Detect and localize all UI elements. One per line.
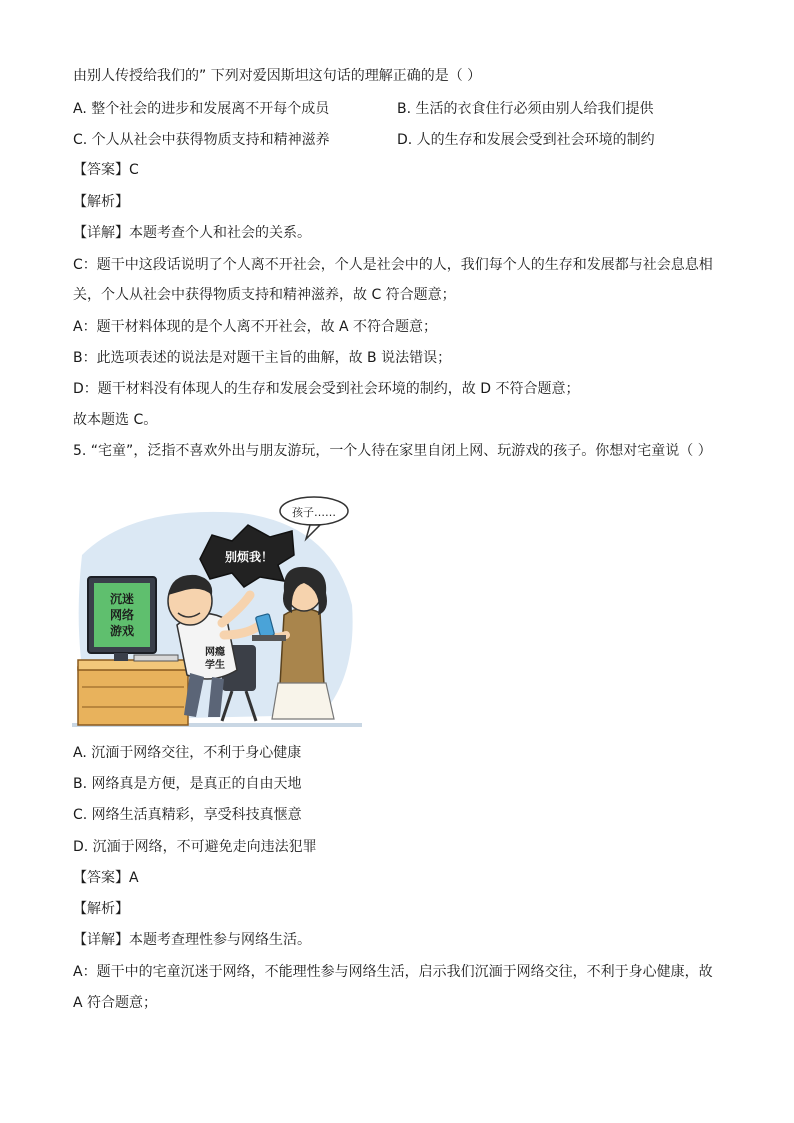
q5-detail-line: A 符合题意； bbox=[73, 995, 158, 1011]
q5-option-d: D. 沉湎于网络，不可避免走向违法犯罪 bbox=[73, 839, 317, 855]
q4-detail-line: 故本题选 C。 bbox=[73, 412, 158, 428]
q4-detail-line: A：题干材料体现的是个人离不开社会，故 A 不符合题意； bbox=[73, 319, 438, 335]
q5-detail bbox=[73, 931, 311, 949]
q4-option-d: D. 人的生存和发展会受到社会环境的制约 bbox=[397, 132, 655, 148]
detail-intro: 本题考查理性参与网络生活。 bbox=[129, 932, 311, 948]
q4-option-c: C. 个人从社会中获得物质支持和精神滋养 bbox=[73, 132, 330, 148]
q4-detail-line: C：题干中这段话说明了个人离不开社会，个人是社会中的人，我们每个人的生存和发展都与社会息息相 bbox=[73, 257, 713, 273]
q5-answer bbox=[73, 869, 139, 887]
shirt-text-line: 网瘾 bbox=[205, 647, 225, 658]
shirt-text-line: 学生 bbox=[205, 660, 225, 671]
q4-analysis-tag: 【解析】 bbox=[73, 194, 129, 210]
answer-tag: 【答案】 bbox=[73, 162, 129, 178]
cartoon-svg bbox=[72, 495, 362, 733]
screen-text-line: 沉迷 bbox=[109, 592, 135, 606]
answer-value: C bbox=[129, 162, 139, 178]
q4-detail-line: 关，个人从社会中获得物质支持和精神滋养，故 C 符合题意； bbox=[73, 287, 456, 303]
q4-detail bbox=[73, 224, 311, 242]
q5-detail-line: A：题干中的宅童沉迷于网络，不能理性参与网络生活，启示我们沉湎于网络交往，不利于身心健康，故 bbox=[73, 964, 713, 980]
bubble-boy-text: 别烦我！ bbox=[224, 550, 274, 564]
detail-tag: 【详解】 bbox=[73, 225, 129, 241]
q4-detail-line: B：此选项表述的说法是对题干主旨的曲解，故 B 说法错误； bbox=[73, 350, 452, 366]
q4-option-a: A. 整个社会的进步和发展离不开每个成员 bbox=[73, 101, 330, 117]
q5-option-a: A. 沉湎于网络交往，不利于身心健康 bbox=[73, 745, 302, 761]
cartoon-illustration bbox=[72, 495, 362, 733]
q4-detail-line: D：题干材料没有体现人的生存和发展会受到社会环境的制约，故 D 不符合题意； bbox=[73, 381, 580, 397]
q5-stem: 5. “宅童”，泛指不喜欢外出与朋友游玩，一个人待在家里自闭上网、玩游戏的孩子。你想对宅童说（ ） bbox=[73, 443, 712, 459]
screen-text-line: 游戏 bbox=[109, 624, 135, 638]
screen-text-line: 网络 bbox=[109, 608, 135, 622]
bubble-mother-text: 孩子…… bbox=[292, 506, 336, 519]
answer-tag: 【答案】 bbox=[73, 870, 129, 886]
q5-option-c: C. 网络生活真精彩，享受科技真惬意 bbox=[73, 807, 302, 823]
answer-value: A bbox=[129, 870, 139, 886]
q5-analysis-tag: 【解析】 bbox=[73, 901, 129, 917]
q5-option-b: B. 网络真是方便，是真正的自由天地 bbox=[73, 776, 302, 792]
q4-option-b: B. 生活的衣食住行必须由别人给我们提供 bbox=[397, 101, 654, 117]
q4-answer bbox=[73, 161, 139, 179]
detail-tag: 【详解】 bbox=[73, 932, 129, 948]
detail-intro: 本题考查个人和社会的关系。 bbox=[129, 225, 311, 241]
q4-stem-tail: 由别人传授给我们的” 下列对爱因斯坦这句话的理解正确的是（ ） bbox=[73, 68, 482, 84]
